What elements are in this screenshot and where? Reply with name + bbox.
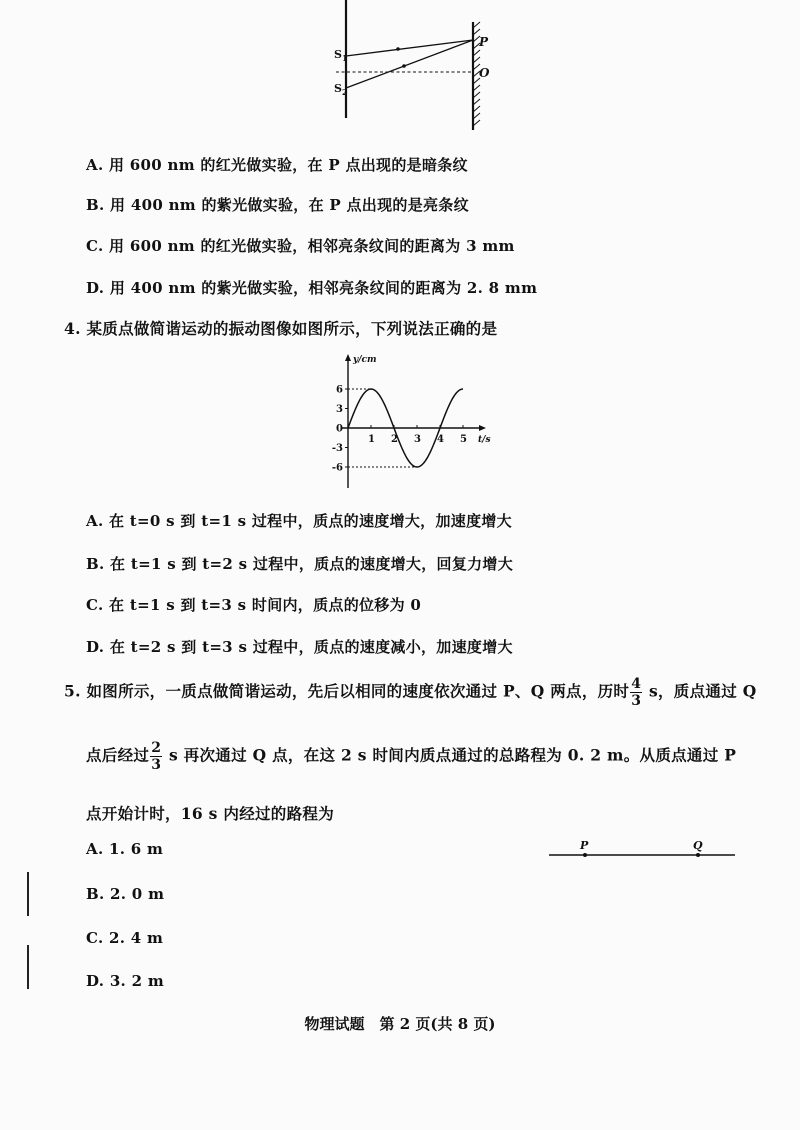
label-s2: $S_2$ xyxy=(334,82,348,97)
y-tick-label: -6 xyxy=(331,462,343,474)
q5-option-c: C. 2. 4 m xyxy=(86,929,164,947)
q3-option-b: B. 用 400 nm 的紫光做实验，在 P 点出现的是亮条纹 xyxy=(86,196,469,214)
pq-diagram xyxy=(545,838,740,864)
label-p: P xyxy=(580,839,589,852)
q4-option-a: A. 在 t=0 s 到 t=1 s 过程中，质点的速度增大，加速度增大 xyxy=(86,512,512,530)
y-tick-label: -3 xyxy=(331,443,343,454)
double-slit-diagram xyxy=(320,0,500,140)
q5-text-2b: s 再次通过 Q 点，在这 2 s 时间内质点通过的总路程为 0. 2 m。从质点通过 P xyxy=(163,745,737,765)
q5-text-1a: 5. 如图所示，一质点做简谐运动，先后以相同的速度依次通过 P、Q 两点，历时 xyxy=(64,681,630,701)
label-s1: $S_1$ xyxy=(334,48,348,63)
q5-text-1b: s，质点通过 Q xyxy=(643,681,757,701)
q5-option-a: A. 1. 6 m xyxy=(86,840,164,858)
q4-option-c: C. 在 t=1 s 到 t=3 s 时间内，质点的位移为 0 xyxy=(86,596,422,614)
q3-option-c: C. 用 600 nm 的红光做实验，相邻亮条纹间的距离为 3 mm xyxy=(86,237,515,255)
fraction-4-3: $\frac{4}{3}$ xyxy=(631,676,642,709)
q3-option-d: D. 用 400 nm 的紫光做实验，相邻亮条纹间的距离为 2. 8 mm xyxy=(86,279,538,297)
q4-option-d: D. 在 t=2 s 到 t=3 s 过程中，质点的速度减小，加速度增大 xyxy=(86,638,513,656)
q4-option-b: B. 在 t=1 s 到 t=2 s 过程中，质点的速度增大，回复力增大 xyxy=(86,555,514,573)
y-tick-label: 6 xyxy=(336,384,343,396)
y-axis-label: y/cm xyxy=(353,355,377,365)
y-tick-label: 0 xyxy=(336,423,343,435)
ray-s2-p xyxy=(346,40,473,88)
x-axis-arrow xyxy=(479,425,486,431)
fraction-2-3: $\frac{2}{3}$ xyxy=(151,740,162,773)
x-tick-label: 1 xyxy=(368,434,375,445)
page-footer: 物理试题 第 2 页(共 8 页) xyxy=(304,1015,496,1033)
y-axis-arrow xyxy=(345,354,351,361)
x-tick-label: 5 xyxy=(460,434,467,445)
x-tick-label: 3 xyxy=(414,434,421,445)
point-p xyxy=(583,853,587,857)
q5-option-b: B. 2. 0 m xyxy=(86,885,165,903)
q5-stem-line-1 xyxy=(64,677,757,708)
vibration-chart xyxy=(318,350,508,490)
x-tick-label: 2 xyxy=(391,434,398,445)
q5-stem-line-3: 点开始计时，16 s 内经过的路程为 xyxy=(86,804,334,823)
q5-text-2a: 点后经过 xyxy=(86,745,150,765)
q5-stem-line-2 xyxy=(86,741,736,772)
point-q xyxy=(696,853,700,857)
ray-s1-p xyxy=(346,40,473,56)
label-p: P xyxy=(479,35,489,49)
y-tick-label: 3 xyxy=(336,404,343,415)
q4-stem: 4. 某质点做简谐运动的振动图像如图所示，下列说法正确的是 xyxy=(64,319,498,338)
q5-option-d: D. 3. 2 m xyxy=(86,972,165,990)
label-q: Q xyxy=(693,839,703,852)
q3-option-a: A. 用 600 nm 的红光做实验，在 P 点出现的是暗条纹 xyxy=(86,156,468,174)
x-tick-label: 4 xyxy=(437,434,444,445)
x-axis-label: t/s xyxy=(478,435,491,445)
label-o: O xyxy=(479,66,490,80)
